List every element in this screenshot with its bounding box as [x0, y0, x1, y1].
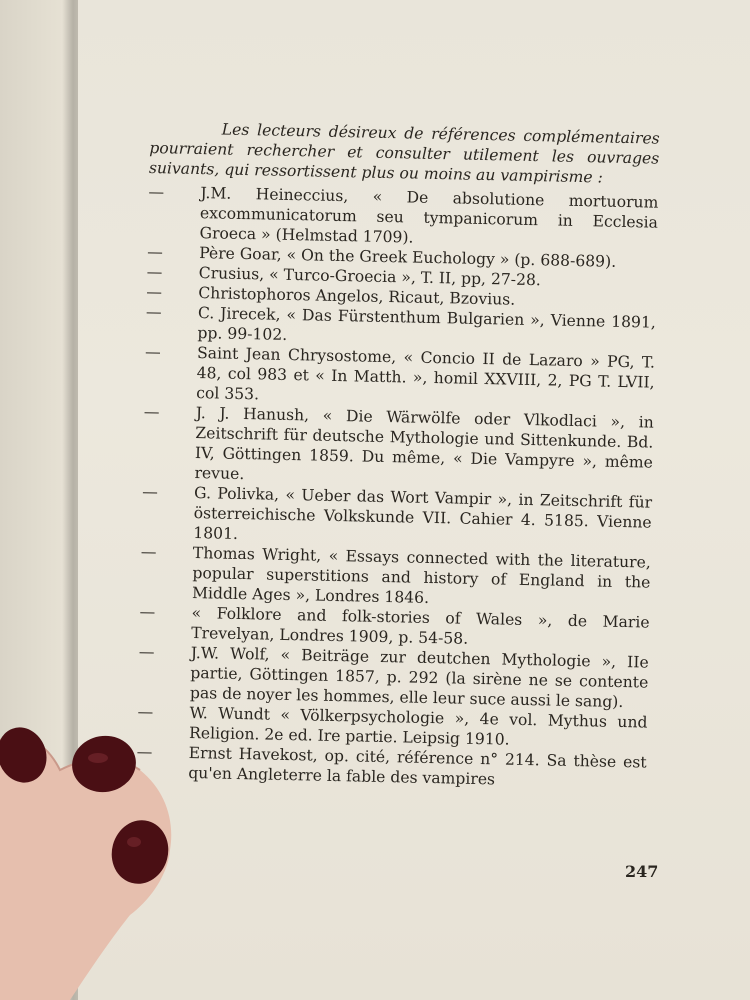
entry-text: J. J. Hanush, « Die Wärwölfe oder Vlkodlaci », in Zeitschrift für deutsche Mythologie und Sittenkunde. Bd. IV, Göttingen 1859. Du même, « Die Vampyre », même revue. — [194, 404, 654, 484]
entry-dash: — — [140, 542, 157, 562]
entry-dash: — — [137, 702, 154, 722]
entry-dash: — — [138, 642, 155, 662]
entry-dash: — — [141, 482, 158, 502]
entry-dash: — — [144, 342, 161, 362]
entry-text: C. Jirecek, « Das Fürstenthum Bulgarien », Vienne 1891, pp. 99-102. — [197, 304, 657, 344]
reference-entry — [144, 342, 655, 413]
reference-entry — [138, 642, 649, 713]
entry-text: « Folklore and folk-stories of Wales », de Marie Trevelyan, Londres 1909, p. 54-58. — [191, 603, 650, 648]
entry-text: G. Polivka, « Ueber das Wort Vampir », in Zeitschrift für österreichische Volkskunde VII. Cahier 4. 5185. Vienne 1801. — [193, 484, 653, 543]
page-text-block — [136, 118, 660, 793]
page-number: 247 — [625, 862, 659, 881]
entry-text: Père Goar, « On the Greek Euchology » (p. 688-689). — [198, 244, 617, 271]
entry-dash: — — [143, 402, 160, 422]
entry-text: W. Wundt « Völkerpsychologie », 4e vol. Mythus und Religion. 2e ed. Ire partie. Leipsig 1910. — [188, 703, 648, 749]
reference-entry — [147, 182, 658, 253]
entry-dash: — — [136, 742, 153, 762]
entry-text: Ernst Havekost, op. cité, référence n° 214. Sa thèse est qu'en Angleterre la fable des vampires — [188, 743, 647, 789]
entry-dash: — — [146, 282, 163, 302]
entry-text: Saint Jean Chrysostome, « Concio II de Lazaro » PG, T. 48, col 983 et « In Matth. », homil XXVIII, 2, PG T. LVII, col 353. — [196, 344, 656, 404]
hand-holding-page — [0, 700, 200, 1000]
reference-entry — [141, 482, 652, 553]
entry-text: J.W. Wolf, « Beiträge zur deutchen Mythologie », IIe partie, Göttingen 1857, p. 292 (la sirène ne se contente pas de noyer les hommes, elle leur suce aussi le sang). — [189, 643, 649, 712]
entry-dash: — — [139, 602, 156, 622]
entry-dash: — — [145, 302, 162, 322]
entry-text: Christophoros Angelos, Ricaut, Bzovius. — [198, 284, 516, 309]
entry-text: Thomas Wright, « Essays connected with the literature, popular superstitions and history of England in the Middle Ages », Londres 1846. — [191, 543, 651, 607]
entry-dash: — — [146, 262, 163, 282]
entry-text: J.M. Heineccius, « De absolutione mortuorum excommunicatorum seu tympanicorum in Ecclesia Groeca » (Helmstad 1709). — [199, 184, 659, 247]
entry-dash: — — [148, 182, 165, 202]
reference-entry — [142, 402, 654, 493]
entry-dash: — — [147, 242, 163, 262]
intro-paragraph: Les lecteurs désireux de références complémentaires pourraient rechercher et consulter utilement les ouvrages suivants, qui ressortissent plus ou moins au vampirisme : — [148, 120, 660, 187]
reference-entry — [140, 542, 651, 613]
entry-text: Crusius, « Turco-Groecia », T. II, pp, 27-28. — [198, 264, 542, 290]
